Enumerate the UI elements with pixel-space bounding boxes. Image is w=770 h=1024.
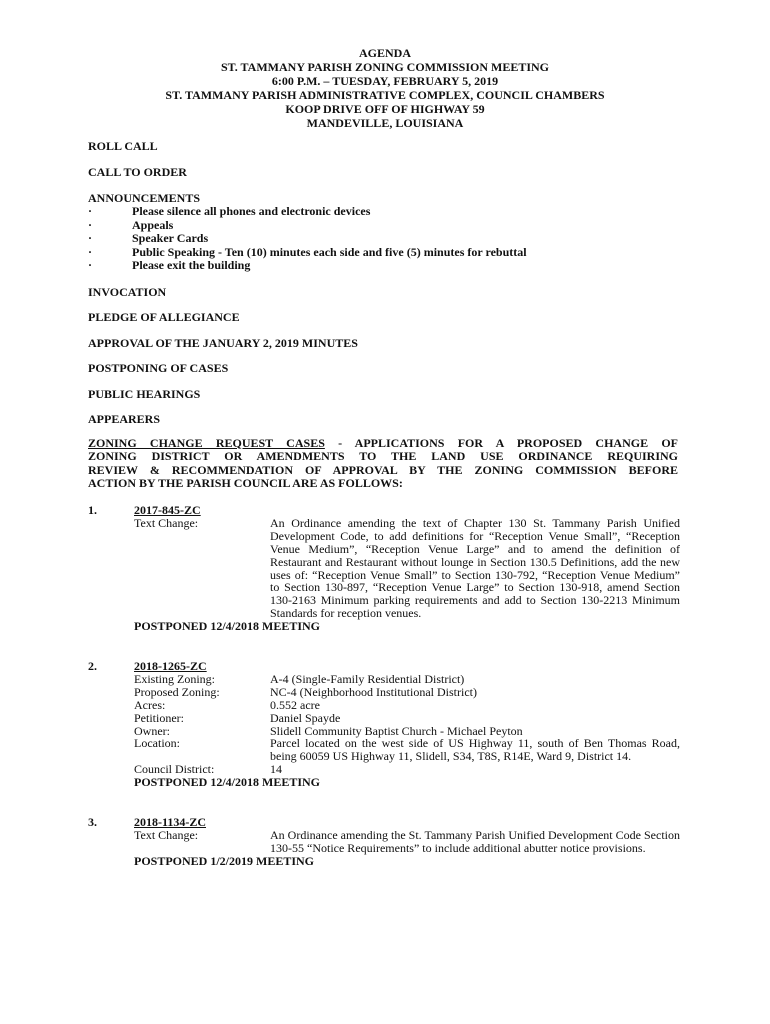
field-label: Text Change: bbox=[134, 515, 199, 530]
header-line-datetime: 6:00 P.M. – TUESDAY, FEBRUARY 5, 2019 bbox=[271, 74, 499, 88]
field-label: Acres: bbox=[134, 697, 166, 712]
announcement-text: Speaker Cards bbox=[132, 231, 209, 246]
case-field bbox=[134, 712, 684, 725]
bullet-mark: · bbox=[88, 231, 93, 246]
section-invocation: INVOCATION bbox=[88, 285, 167, 299]
case-field bbox=[134, 829, 684, 855]
field-value: A-4 (Single-Family Residential District) bbox=[270, 671, 465, 686]
zoning-line bbox=[88, 437, 678, 450]
case-id: 2018-1134-ZC bbox=[134, 815, 206, 829]
section-announcements: ANNOUNCEMENTS bbox=[88, 191, 201, 205]
case-field bbox=[134, 737, 684, 763]
header-line-meeting: ST. TAMMANY PARISH ZONING COMMISSION MEETING bbox=[220, 60, 550, 74]
list-item bbox=[88, 205, 527, 219]
field-value: An Ordinance amending the St. Tammany Parish Unified Development Code Section 130-55 “Notice Requirements” to include additional abutter notice provisions. bbox=[270, 827, 680, 855]
zoning-line: ZONING DISTRICT OR AMENDMENTS TO THE LAND USE ORDINANCE REQUIRING bbox=[88, 449, 678, 464]
case-number: 3. bbox=[88, 815, 97, 829]
section-pledge: PLEDGE OF ALLEGIANCE bbox=[88, 310, 240, 324]
zoning-text: - APPLICATIONS FOR A PROPOSED CHANGE OF bbox=[324, 436, 678, 450]
announcement-text: Please exit the building bbox=[132, 258, 251, 273]
zoning-heading: ZONING CHANGE REQUEST CASES bbox=[88, 436, 325, 450]
list-item bbox=[88, 259, 527, 273]
field-label: Proposed Zoning: bbox=[134, 684, 220, 699]
case-number: 1. bbox=[88, 503, 97, 517]
header-line-agenda: AGENDA bbox=[358, 46, 411, 60]
announcement-text: Please silence all phones and electronic devices bbox=[132, 204, 371, 218]
section-call-to-order: CALL TO ORDER bbox=[88, 165, 187, 179]
case-id: 2018-1265-ZC bbox=[134, 659, 207, 673]
bullet-mark: · bbox=[88, 204, 93, 218]
field-value: 0.552 acre bbox=[270, 697, 320, 712]
section-appearers: APPEARERS bbox=[88, 412, 161, 426]
zoning-intro bbox=[88, 437, 678, 491]
case-id: 2017-845-ZC bbox=[134, 503, 201, 517]
case-status: POSTPONED 12/4/2018 MEETING bbox=[134, 619, 321, 634]
field-label: Existing Zoning: bbox=[134, 671, 215, 686]
case-field bbox=[134, 517, 684, 620]
field-label: Petitioner: bbox=[134, 710, 184, 725]
list-item bbox=[88, 219, 527, 233]
case-field bbox=[134, 673, 684, 686]
bullet-mark: · bbox=[88, 244, 93, 259]
case-number: 2. bbox=[88, 659, 97, 673]
field-value: NC-4 (Neighborhood Institutional District) bbox=[270, 684, 477, 699]
case-status: POSTPONED 1/2/2019 MEETING bbox=[134, 853, 315, 868]
announcement-text: Appeals bbox=[132, 217, 174, 232]
bullet-mark: · bbox=[88, 258, 93, 273]
field-value: 14 bbox=[270, 762, 282, 777]
zoning-line: REVIEW & RECOMMENDATION OF APPROVAL BY THE ZONING COMMISSION BEFORE bbox=[88, 462, 678, 477]
case-field bbox=[134, 686, 684, 699]
header-line-city: MANDEVILLE, LOUISIANA bbox=[306, 116, 464, 130]
list-item bbox=[88, 232, 527, 246]
field-value: An Ordinance amending the text of Chapter 130 St. Tammany Parish Unified Development Code, to add definitions for “Reception Venue Small”, “Reception Venue Medium”, “Reception Venue Large” and to amend the definition of Restaurant and Restaurant without lounge in Section 130.5 Definitions, add the new uses of: “Reception Venue Small” to Section 130-792, “Reception Venue Medium” to Section 130-897, “Reception Venue Large” to Section 130-918, amend Section 130-2163 Minimum parking requirements and add to Section 130-2213 Minimum Standards for reception venues. bbox=[270, 515, 680, 621]
agenda-header bbox=[0, 46, 770, 130]
field-label: Owner: bbox=[134, 723, 170, 738]
field-label: Council District: bbox=[134, 762, 215, 777]
field-label: Location: bbox=[134, 736, 180, 751]
section-public-hearings: PUBLIC HEARINGS bbox=[88, 387, 201, 401]
header-line-street: KOOP DRIVE OFF OF HIGHWAY 59 bbox=[285, 102, 485, 116]
list-item bbox=[88, 246, 527, 260]
header-line-venue: ST. TAMMANY PARISH ADMINISTRATIVE COMPLEX, COUNCIL CHAMBERS bbox=[165, 88, 605, 102]
field-label: Text Change: bbox=[134, 827, 199, 842]
zoning-line: ACTION BY THE PARISH COUNCIL ARE AS FOLLOWS: bbox=[88, 476, 403, 491]
field-value: Daniel Spayde bbox=[270, 710, 341, 725]
section-roll-call: ROLL CALL bbox=[88, 139, 158, 153]
case-body bbox=[134, 816, 684, 868]
section-approval-minutes: APPROVAL OF THE JANUARY 2, 2019 MINUTES bbox=[88, 336, 358, 350]
case-status: POSTPONED 12/4/2018 MEETING bbox=[134, 775, 321, 790]
announcement-text: Public Speaking - Ten (10) minutes each side and five (5) minutes for rebuttal bbox=[132, 244, 527, 259]
section-postponing: POSTPONING OF CASES bbox=[88, 361, 229, 375]
case-body bbox=[134, 504, 684, 633]
bullet-mark: · bbox=[88, 217, 93, 232]
announcement-list bbox=[88, 205, 527, 273]
case-field bbox=[134, 699, 684, 712]
case-body bbox=[134, 660, 684, 789]
field-value: Parcel located on the west side of US Highway 11, south of Ben Thomas Road, being 60059 US Highway 11, Slidell, S34, T8S, R14E, Ward 9, District 14. bbox=[270, 736, 680, 764]
field-value: Slidell Community Baptist Church - Michael Peyton bbox=[270, 723, 523, 738]
